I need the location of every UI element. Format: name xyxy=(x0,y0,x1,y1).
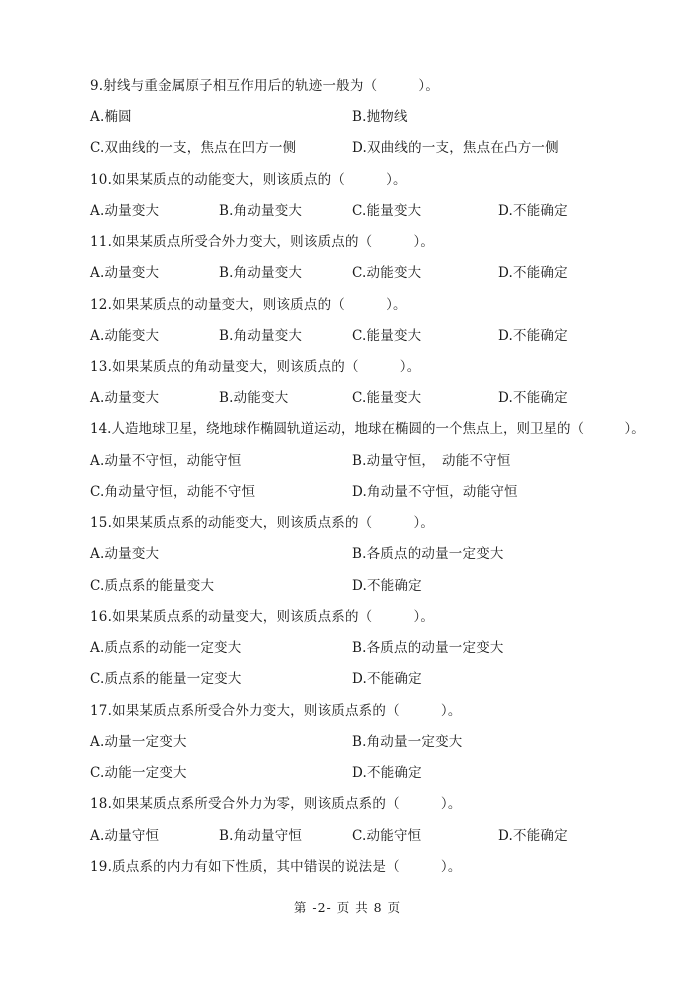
question-14 xyxy=(0,418,695,440)
option-b: B.角动量变大 xyxy=(219,265,303,281)
option-a: A.动量变大 xyxy=(90,390,160,406)
question-stem: 9.射线与重金属原子相互作用后的轨迹一般为（ ）。 xyxy=(90,78,440,94)
question-stem: 14.人造地球卫星，绕地球作椭圆轨道运动，地球在椭圆的一个焦点上，则卫星的（ ）。 xyxy=(90,421,645,437)
option-c: C.动能一定变大 xyxy=(90,765,187,781)
option-d: D.不能确定 xyxy=(498,828,568,844)
question-12 xyxy=(0,294,695,316)
option-b: B.角动量一定变大 xyxy=(352,734,463,750)
option-c: C.动能守恒 xyxy=(352,828,422,844)
option-c: C.质点系的能量一定变大 xyxy=(90,671,242,687)
option-a: A.动量变大 xyxy=(90,265,160,281)
options-row xyxy=(0,575,695,597)
options-row xyxy=(0,762,695,784)
question-11 xyxy=(0,231,695,253)
option-c: C.能量变大 xyxy=(352,328,422,344)
option-c: C.能量变大 xyxy=(352,390,422,406)
question-stem: 13.如果某质点的角动量变大，则该质点的（ ）。 xyxy=(90,359,421,375)
question-stem: 19.质点系的内力有如下性质，其中错误的说法是（ ）。 xyxy=(90,859,462,875)
options-row xyxy=(0,731,695,753)
option-c: C.双曲线的一支，焦点在凹方一侧 xyxy=(90,140,297,156)
page-footer: 第 -2- 页 共 8 页 xyxy=(293,900,402,915)
option-a: A.质点系的动能一定变大 xyxy=(90,640,242,656)
option-b: B.角动量变大 xyxy=(219,203,303,219)
options-row xyxy=(0,262,695,284)
option-c: C.质点系的能量变大 xyxy=(90,578,215,594)
question-stem: 18.如果某质点系所受合外力为零，则该质点系的（ ）。 xyxy=(90,796,462,812)
option-d: D.不能确定 xyxy=(498,390,568,406)
options-row xyxy=(0,825,695,847)
option-b: B.各质点的动量一定变大 xyxy=(352,640,504,656)
options-row xyxy=(0,481,695,503)
question-stem: 15.如果某质点系的动能变大，则该质点系的（ ）。 xyxy=(90,515,435,531)
option-d: D.不能确定 xyxy=(498,203,568,219)
option-a: A.动量变大 xyxy=(90,546,160,562)
question-17 xyxy=(0,700,695,722)
option-a: A.动量一定变大 xyxy=(90,734,187,750)
option-d: D.不能确定 xyxy=(352,671,422,687)
option-d: D.不能确定 xyxy=(352,578,422,594)
option-d: D.不能确定 xyxy=(498,328,568,344)
options-row xyxy=(0,106,695,128)
question-15 xyxy=(0,512,695,534)
option-d: D.双曲线的一支，焦点在凸方一侧 xyxy=(352,140,559,156)
option-b: B.抛物线 xyxy=(352,109,408,125)
question-19 xyxy=(0,856,695,878)
options-row xyxy=(0,637,695,659)
question-stem: 12.如果某质点的动量变大，则该质点的（ ）。 xyxy=(90,297,407,313)
option-b: B.各质点的动量一定变大 xyxy=(352,546,504,562)
question-9 xyxy=(0,75,695,97)
options-row xyxy=(0,543,695,565)
option-c: C.能量变大 xyxy=(352,203,422,219)
options-row xyxy=(0,387,695,409)
question-18 xyxy=(0,793,695,815)
question-13 xyxy=(0,356,695,378)
question-stem: 10.如果某质点的动能变大，则该质点的（ ）。 xyxy=(90,172,407,188)
options-row xyxy=(0,137,695,159)
options-row xyxy=(0,325,695,347)
option-a: A.动量守恒 xyxy=(90,828,160,844)
option-a: A.动能变大 xyxy=(90,328,160,344)
option-c: C.动能变大 xyxy=(352,265,422,281)
option-d: D.不能确定 xyxy=(352,765,422,781)
option-b: B.角动量变大 xyxy=(219,328,303,344)
question-stem: 11.如果某质点所受合外力变大，则该质点的（ ）。 xyxy=(90,234,435,250)
option-a: A.动量变大 xyxy=(90,203,160,219)
options-row xyxy=(0,200,695,222)
option-a: A.动量不守恒，动能守恒 xyxy=(90,453,242,469)
option-b: B.动量守恒， 动能不守恒 xyxy=(352,453,511,469)
option-d: D.角动量不守恒，动能守恒 xyxy=(352,484,518,500)
option-c: C.角动量守恒，动能不守恒 xyxy=(90,484,256,500)
question-stem: 17.如果某质点系所受合外力变大，则该质点系的（ ）。 xyxy=(90,703,462,719)
question-stem: 16.如果某质点系的动量变大，则该质点系的（ ）。 xyxy=(90,609,435,625)
question-16 xyxy=(0,606,695,628)
options-row xyxy=(0,668,695,690)
option-b: B.角动量守恒 xyxy=(219,828,303,844)
option-b: B.动能变大 xyxy=(219,390,289,406)
options-row xyxy=(0,450,695,472)
question-10 xyxy=(0,169,695,191)
option-a: A.椭圆 xyxy=(90,109,132,125)
option-d: D.不能确定 xyxy=(498,265,568,281)
